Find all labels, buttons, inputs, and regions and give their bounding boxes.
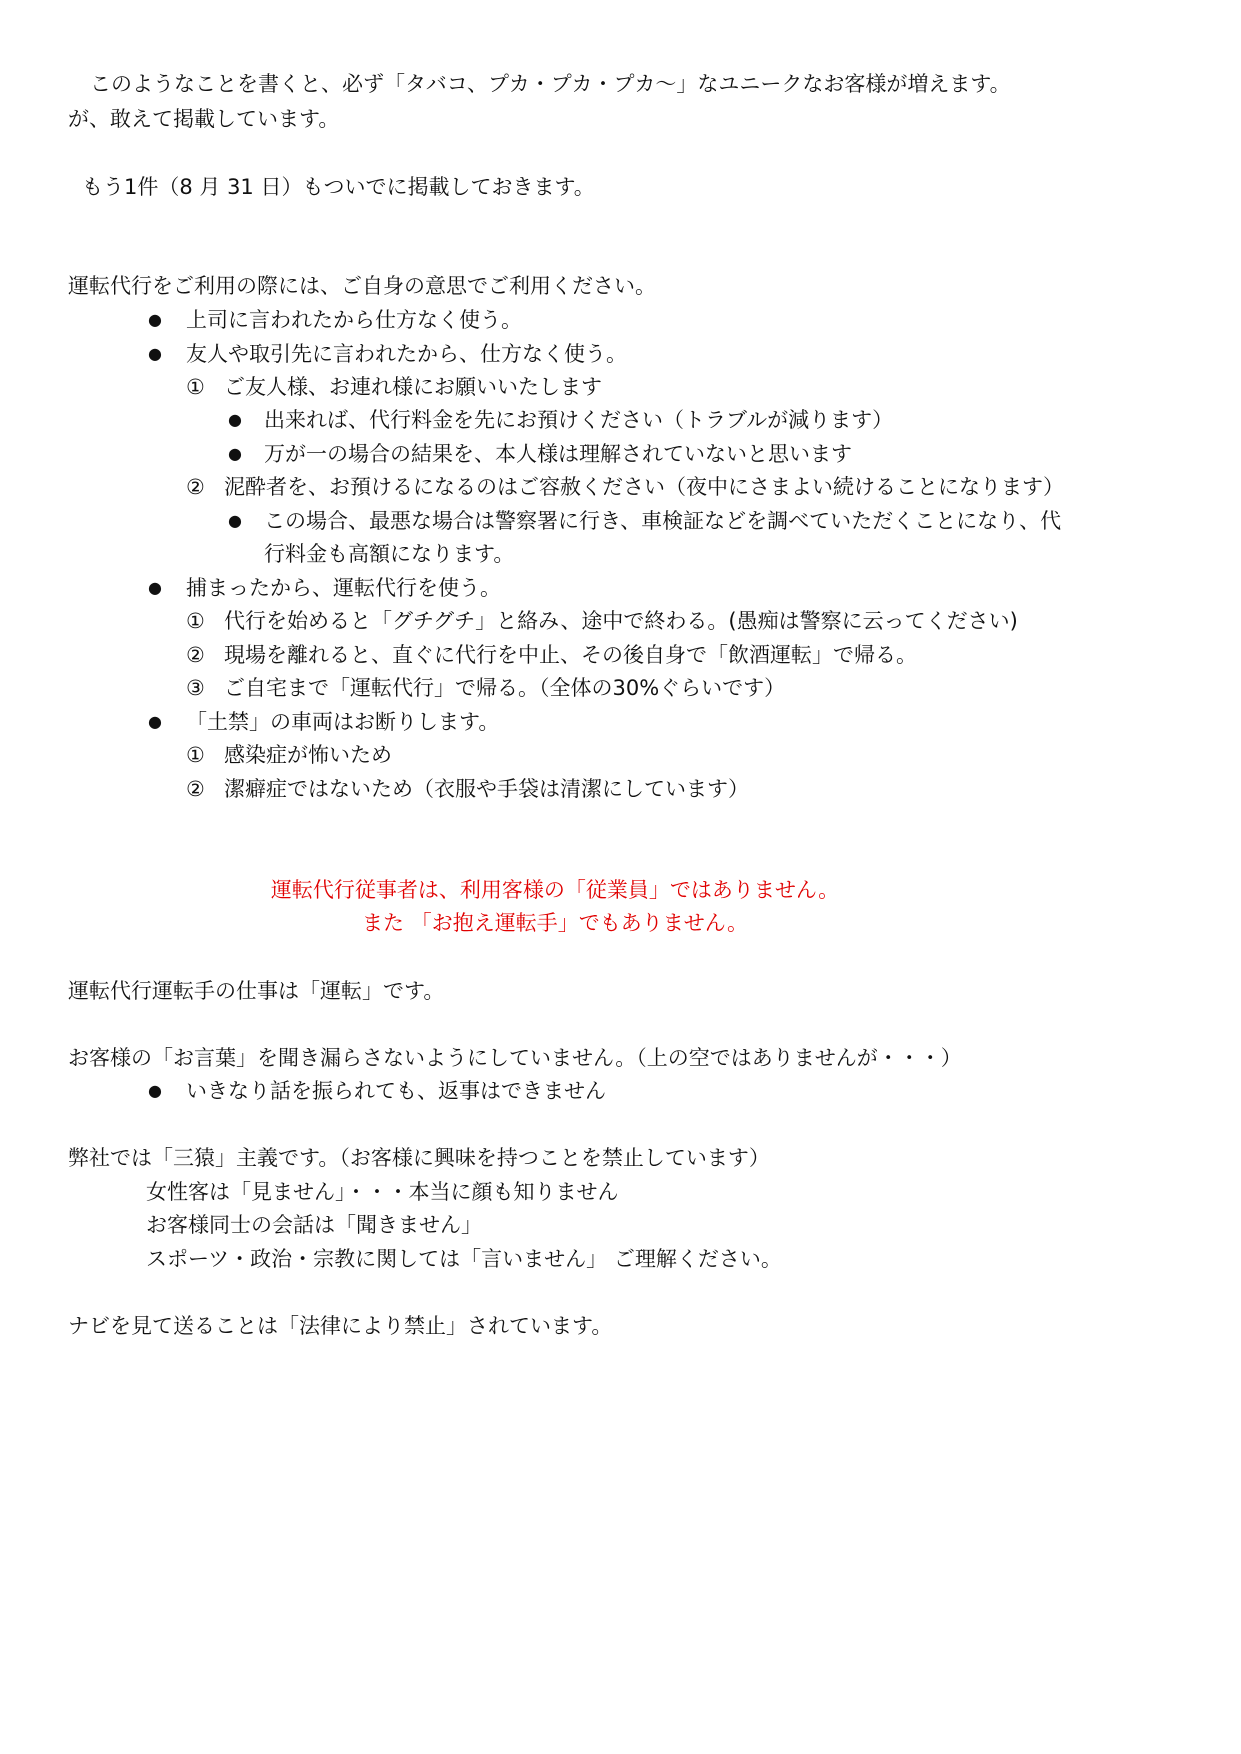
usage-bullet-3-item-3: ご自宅まで「運転代行」で帰る。（全体の30%ぐらいです）	[224, 676, 786, 700]
intro-line-2: が、敢えて掲載しています。	[68, 107, 340, 131]
bullet-icon: ●	[148, 310, 162, 329]
intro-line-3: もう1件（8 月 31 日）もついでに掲載しておきます。	[82, 175, 595, 199]
usage-bullet-2-item-1: ご友人様、お連れ様にお願いいたします	[224, 375, 602, 399]
usage-bullet-3: 捕まったから、運転代行を使う。	[186, 576, 501, 600]
usage-bullet-2-item-1-sub-a: 出来れば、代行料金を先にお預けください（トラブルが減ります）	[264, 408, 894, 432]
bullet-icon: ●	[148, 344, 162, 363]
body-paragraph-2-bullet: いきなり話を振られても、返事はできません	[186, 1079, 606, 1103]
usage-bullet-3-item-1: 代行を始めると「グチグチ」と絡み、途中で終わる。(愚痴は警察に云ってください)	[224, 609, 1018, 633]
body-paragraph-3-line-1: 女性客は「見ません」・・・本当に顔も知りません	[146, 1180, 619, 1204]
number-3: ③	[186, 676, 205, 700]
usage-bullet-1: 上司に言われたから仕方なく使う。	[186, 308, 522, 332]
usage-bullet-4-item-1: 感染症が怖いため	[224, 743, 392, 767]
number-2: ②	[186, 643, 205, 667]
body-paragraph-3-line-3: スポーツ・政治・宗教に関しては「言いません」 ご理解ください。	[146, 1247, 782, 1271]
number-1: ①	[186, 375, 205, 399]
body-paragraph-4: ナビを見て送ることは「法律により禁止」されています。	[68, 1314, 613, 1338]
usage-bullet-4: 「土禁」の車両はお断りします。	[186, 710, 500, 734]
notice-line-2: また 「お抱え運転手」でもありません。	[362, 911, 748, 935]
usage-bullet-3-item-2: 現場を離れると、直ぐに代行を中止、その後自身で「飲酒運転」で帰る。	[224, 643, 917, 667]
usage-bullet-2-item-2-sub-a-line-2: 行料金も高額になります。	[264, 542, 515, 566]
bullet-icon: ●	[148, 1081, 162, 1100]
number-2: ②	[186, 475, 205, 499]
bullet-icon: ●	[148, 578, 162, 597]
usage-bullet-4-item-2: 潔癖症ではないため（衣服や手袋は清潔にしています）	[224, 777, 749, 801]
usage-heading: 運転代行をご利用の際には、ご自身の意思でご利用ください。	[68, 274, 656, 298]
bullet-icon: ●	[148, 712, 162, 731]
body-paragraph-2: お客様の「お言葉」を聞き漏らさないようにしていません。（上の空ではありませんが・・・）	[68, 1046, 962, 1070]
number-2: ②	[186, 777, 205, 801]
body-paragraph-1: 運転代行運転手の仕事は「運転」です。	[68, 979, 445, 1003]
bullet-icon: ●	[228, 410, 242, 429]
number-1: ①	[186, 743, 205, 767]
notice-line-1: 運転代行従事者は、利用客様の「従業員」ではありません。	[270, 878, 840, 902]
bullet-icon: ●	[228, 444, 242, 463]
body-paragraph-3-line-2: お客様同士の会話は「聞きません」	[146, 1213, 482, 1237]
usage-bullet-2-item-2-sub-a-line-1: この場合、最悪な場合は警察署に行き、車検証などを調べていただくことになり、代	[264, 509, 1062, 533]
usage-bullet-2-item-1-sub-b: 万が一の場合の結果を、本人様は理解されていないと思います	[264, 442, 852, 466]
usage-bullet-2: 友人や取引先に言われたから、仕方なく使う。	[186, 342, 627, 366]
bullet-icon: ●	[228, 511, 242, 530]
body-paragraph-3: 弊社では「三猿」主義です。（お客様に興味を持つことを禁止しています）	[68, 1146, 770, 1170]
intro-line-1: このようなことを書くと、必ず「タバコ、プカ・プカ・プカ～」なユニークなお客様が増えます。	[90, 72, 1011, 96]
number-1: ①	[186, 609, 205, 633]
usage-bullet-2-item-2: 泥酔者を、お預けるになるのはご容赦ください（夜中にさまよい続けることになります）	[224, 475, 1064, 499]
